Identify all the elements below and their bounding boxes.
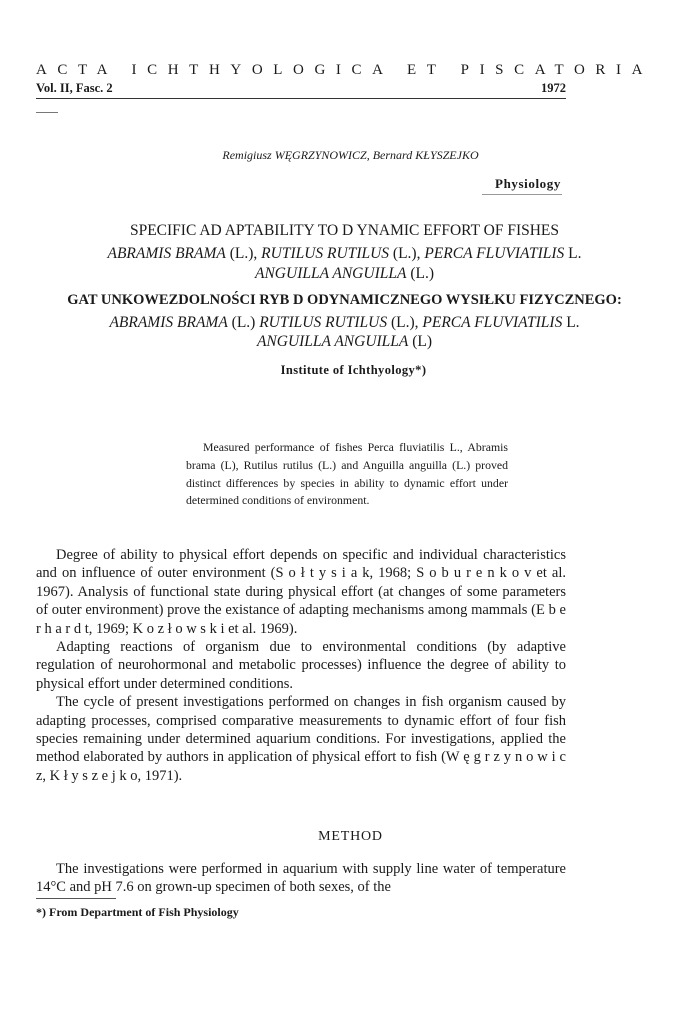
species-name: ANGUILLA ANGUILLA: [255, 265, 407, 282]
journal-title: ACTA ICHTHYOLOGICA ET PISCATORIA: [36, 62, 654, 78]
header-rule: [36, 98, 566, 99]
footnote-rule: [36, 898, 116, 899]
volume-label: Vol. II, Fasc. 2: [36, 81, 113, 95]
section-label: Physiology: [495, 176, 561, 191]
abstract: [186, 439, 508, 510]
authority: (L.),: [389, 245, 425, 262]
institute-line: Institute of Ichthyology*): [280, 363, 427, 377]
section-heading-method: METHOD: [318, 829, 383, 844]
paragraph: Adapting reactions of organism due to environmental conditions (by adaptive regulation of neurohormonal and metabolic processes) influence the degree of ability to physical effort under determined conditions.: [36, 639, 566, 692]
authority: (L.): [227, 314, 260, 331]
authority: L.: [564, 245, 582, 262]
authority: (L.),: [387, 314, 423, 331]
authority: L.: [562, 314, 580, 331]
authority: (L.): [406, 265, 434, 282]
volume-line: [36, 81, 566, 96]
introduction-body: [36, 546, 566, 785]
species-name: RUTILUS RUTILUS: [259, 314, 388, 331]
title-en-line-1: SPECIFIC AD APTABILITY TO D YNAMIC EFFORT OF FISHES: [129, 222, 560, 239]
paragraph: Degree of ability to physical effort depends on specific and individual characteristics and on influence of outer environment (S o ł t y s i a k, 1968; S o b u r e n k o v et al. 1967). Analysis of functional state during physical effort (at changes of some parameters of outer environment) prove the existance of adapting mechanisms among mammals (E b e r h a r d t, 1969; K o z ł o w s k i et al. 1969).: [36, 547, 566, 637]
abstract-text: Measured performance of fishes Perca fluviatilis L., Abramis brama (L), Rutilus rutilus (L.) and Anguilla anguilla (L.) proved distinct differences by species in ability to dynamic effort under determined conditions of environment.: [186, 440, 508, 508]
section-underline: [482, 194, 562, 195]
species-name: ABRAMIS BRAMA: [107, 245, 226, 262]
species-name: ABRAMIS BRAMA: [109, 314, 228, 331]
year-label: 1972: [541, 81, 566, 95]
paragraph: The investigations were performed in aquarium with supply line water of temperature 14°C and pH 7.6 on grown-up specimen of both sexes, of the: [36, 861, 566, 896]
header-short-rule: [36, 112, 58, 113]
authors-line: Remigiusz WĘGRZYNOWICZ, Bernard KŁYSZEJKO: [222, 148, 479, 162]
footnote: *) From Department of Fish Physiology: [36, 905, 239, 919]
title-en-line-3: [0, 262, 689, 285]
authority: (L.),: [225, 245, 262, 262]
paragraph: The cycle of present investigations performed on changes in fish organism caused by adapting processes, comprised comparative measurements to dynamic effort of four fish species remaining under determined aquarium conditions. For investigations, applied the method elaborated by authors in application of physical effort to fish (W ę g r z y n o w i c z, K ł y s z e j k o, 1971).: [36, 694, 566, 784]
species-name: PERCA FLUVIATILIS: [422, 314, 563, 331]
species-name: ANGUILLA ANGUILLA: [256, 333, 409, 350]
title-pl-line-3: [0, 330, 689, 353]
species-name: RUTILUS RUTILUS: [261, 245, 390, 262]
species-name: PERCA FLUVIATILIS: [424, 245, 565, 262]
title-pl-line-1: GAT UNKOWEZDOLNOŚCI RYB D ODYNAMICZNEGO WYSIŁKU FIZYCZNEGO:: [67, 292, 622, 308]
method-body: [36, 860, 566, 897]
authority: (L): [408, 333, 433, 350]
